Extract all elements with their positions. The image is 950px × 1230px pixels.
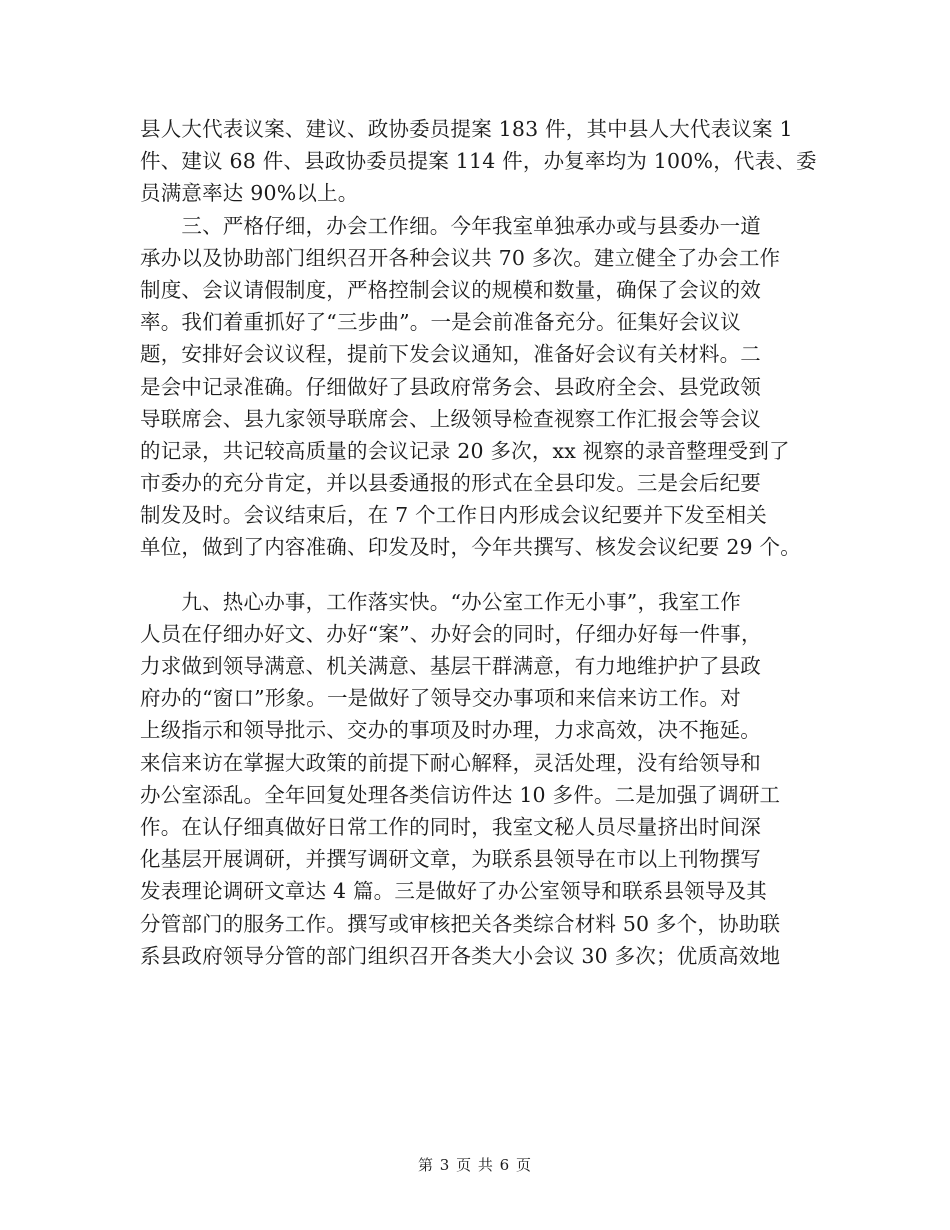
text-line: 单位，做到了内容准确、印发及时，今年共撰写、核发会议纪要 29 个。: [140, 535, 801, 560]
text-line: 分管部门的服务工作。撰写或审核把关各类综合材料 50 多个，协助联: [140, 911, 781, 936]
text-line: 制度、会议请假制度，严格控制会议的规模和数量，确保了会议的效: [140, 277, 761, 302]
text-line: 系县政府领导分管的部门组织召开各类大小会议 30 多次；优质高效地: [140, 943, 781, 968]
text-line: 三、严格仔细，办会工作细。今年我室单独承办或与县委办一道: [140, 213, 761, 238]
page-number-footer: 第 3 页 共 6 页: [418, 1156, 532, 1174]
text-line: 来信来访在掌握大政策的前提下耐心解释，灵活处理，没有给领导和: [140, 750, 761, 775]
text-line: 办公室添乱。全年回复处理各类信访件达 10 多件。二是加强了调研工: [140, 782, 781, 807]
text-line: 人员在仔细办好文、办好“案”、办好会的同时，仔细办好每一件事，: [140, 621, 762, 646]
paragraph-gap: [140, 564, 820, 586]
text-line: 员满意率达 90%以上。: [140, 181, 359, 206]
text-line: 承办以及协助部门组织召开各种会议共 70 多次。建立健全了办会工作: [140, 245, 781, 270]
text-line: 制发及时。会议结束后，在 7 个工作日内形成会议纪要并下发至相关: [140, 503, 767, 528]
text-line: 作。在认仔细真做好日常工作的同时，我室文秘人员尽量挤出时间深: [140, 814, 761, 839]
text-line: 九、热心办事，工作落实快。“办公室工作无小事”，我室工作: [140, 589, 741, 614]
text-line: 是会中记录准确。仔细做好了县政府常务会、县政府全会、县党政领: [140, 374, 761, 399]
document-body: [140, 113, 820, 972]
text-line: 上级指示和领导批示、交办的事项及时办理，力求高效，决不拖延。: [140, 718, 761, 743]
text-line: 发表理论调研文章达 4 篇。三是做好了办公室领导和联系县领导及其: [140, 879, 767, 904]
text-line: 化基层开展调研，并撰写调研文章，为联系县领导在市以上刊物撰写: [140, 847, 761, 872]
text-line: 府办的“窗口”形象。一是做好了领导交办事项和来信来访工作。对: [140, 686, 741, 711]
text-line: 题，安排好会议议程，提前下发会议通知，准备好会议有关材料。二: [140, 342, 761, 367]
text-line: 件、建议 68 件、县政协委员提案 114 件，办复率均为 100%，代表、委: [140, 149, 817, 174]
text-line: 市委办的充分肯定，并以县委通报的形式在全县印发。三是会后纪要: [140, 471, 761, 496]
paragraph-block-2: [140, 586, 820, 972]
text-line: 县人大代表议案、建议、政协委员提案 183 件，其中县人大代表议案 1: [140, 117, 793, 141]
text-line: 力求做到领导满意、机关满意、基层干群满意，有力地维护护了县政: [140, 654, 761, 678]
text-line: 导联席会、县九家领导联席会、上级领导检查视察工作汇报会等会议: [140, 406, 761, 431]
text-line: 率。我们着重抓好了“三步曲”。一是会前准备充分。征集好会议议: [140, 310, 741, 335]
text-line: 的记录，共记较高质量的会议记录 20 多次，xx 视察的录音整理受到了: [140, 438, 790, 463]
paragraph-block-1: [140, 113, 820, 564]
